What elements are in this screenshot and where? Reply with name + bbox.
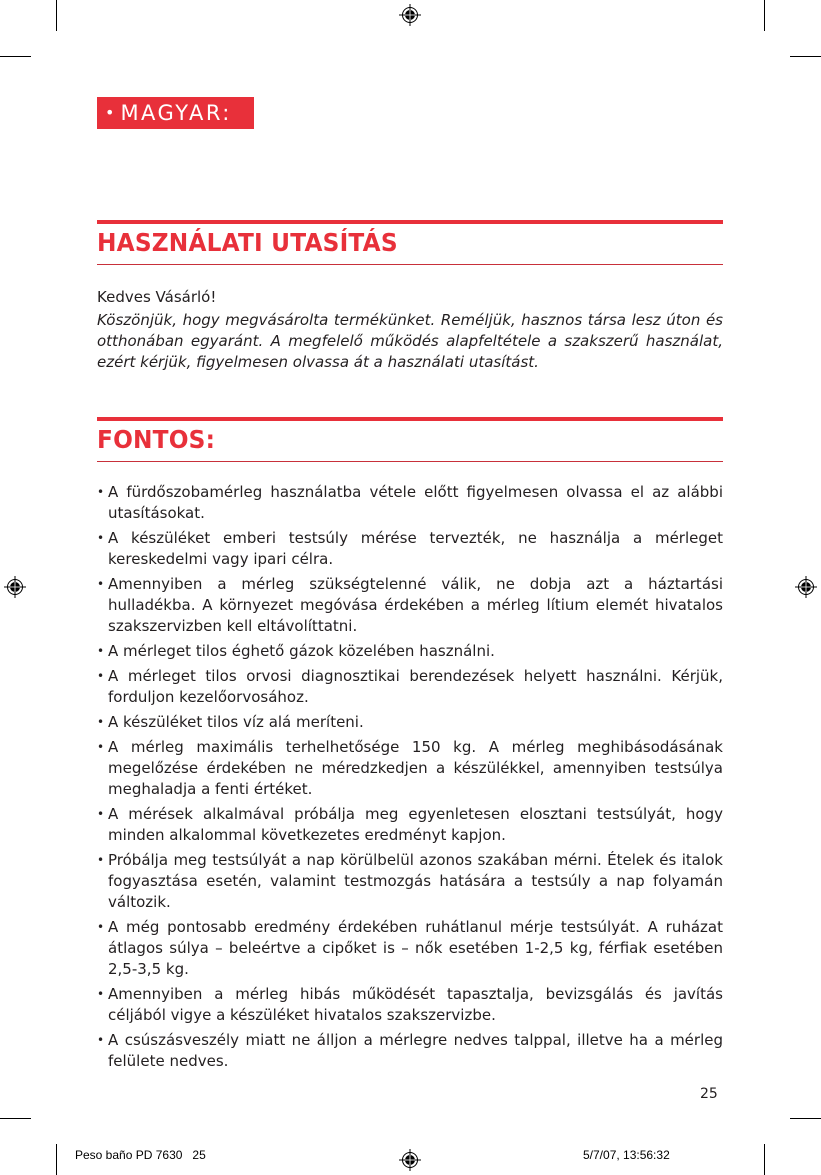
print-slug-timestamp: 5/7/07, 13:56:32 (583, 1148, 670, 1162)
list-item: • A fürdőszobamérleg használatba vétele előtt figyelmesen olvassa el az alábbi utasításokat. (97, 482, 723, 524)
crop-mark (56, 1144, 57, 1175)
list-item: • A mérleget tilos éghető gázok közelében használni. (97, 641, 723, 662)
section-heading-important (97, 417, 723, 462)
section-title: FONTOS: (97, 425, 216, 454)
language-label: MAGYAR: (120, 101, 232, 125)
heading-rule-thin (97, 461, 723, 462)
crop-mark (764, 0, 765, 31)
registration-mark-icon (4, 576, 26, 598)
list-item: • Próbálja meg testsúlyát a nap körülbelül azonos szakában mérni. Ételek és italok fogyasztása esetén, valamint testmozgás hatására a testsúly a nap folyamán változik. (97, 850, 723, 913)
registration-mark-icon (399, 1149, 421, 1171)
registration-mark-icon (399, 4, 421, 26)
list-item: • A készüléket tilos víz alá meríteni. (97, 712, 723, 733)
crop-mark (56, 0, 57, 31)
crop-mark (790, 56, 821, 57)
list-item: • A mérések alkalmával próbálja meg egyenletesen elosztani testsúlyát, hogy minden alkalommal következetes eredményt kapjon. (97, 804, 723, 846)
list-item: • A még pontosabb eredmény érdekében ruhátlanul mérje testsúlyát. A ruházat átlagos súlya – beleértve a cipőket is – nők esetében 1-2,5 kg, férfiak esetében 2,5-3,5 kg. (97, 917, 723, 980)
language-badge (97, 97, 254, 129)
warnings-list (97, 482, 723, 1076)
list-item: • A mérleg maximális terhelhetősége 150 kg. A mérleg meghibásodásának megelőzése érdekében ne méredzkedjen a készülékkel, amennyiben testsúlya meghaladja a fenti értéket. (97, 737, 723, 800)
heading-rule-thick (97, 220, 723, 224)
list-item: • Amennyiben a mérleg szükségtelenné válik, ne dobja azt a háztartási hulladékba. A környezet megóvása érdekében a mérleg lítium elemét hivatalos szakszervizben kell eltávolíttatni. (97, 574, 723, 637)
page-number: 25 (700, 1086, 718, 1102)
greeting: Kedves Vásárló! (97, 288, 217, 306)
list-item: • Amennyiben a mérleg hibás működését tapasztalja, bevizsgálás és javítás céljából vigye a készüléket hivatalos szakszervizbe. (97, 984, 723, 1026)
crop-mark (790, 1118, 821, 1119)
registration-mark-icon (795, 576, 817, 598)
bullet-icon: • (105, 103, 115, 122)
section-heading-instructions (97, 220, 723, 265)
crop-mark (0, 56, 31, 57)
heading-rule-thin (97, 264, 723, 265)
list-item: • A csúszásveszély miatt ne álljon a mérlegre nedves talppal, illetve ha a mérleg felülete nedves. (97, 1030, 723, 1072)
crop-mark (764, 1144, 765, 1175)
print-slug-file: Peso baño PD 7630 25 (75, 1148, 206, 1162)
list-item: • A készüléket emberi testsúly mérése tervezték, ne használja a mérleget kereskedelmi vagy ipari célra. (97, 528, 723, 570)
page-title: HASZNÁLATI UTASÍTÁS (97, 228, 398, 257)
crop-mark (0, 1118, 31, 1119)
list-item: • A mérleget tilos orvosi diagnosztikai berendezések helyett használni. Kérjük, forduljon kezelőorvosához. (97, 666, 723, 708)
heading-rule-thick (97, 417, 723, 421)
intro-paragraph: Köszönjük, hogy megvásárolta termékünket. Reméljük, hasznos társa lesz úton és otthonában egyaránt. A megfelelő működés alapfeltétele a szakszerű használat, ezért kérjük, figyelmesen olvassa át a használati utasítást. (97, 311, 723, 371)
